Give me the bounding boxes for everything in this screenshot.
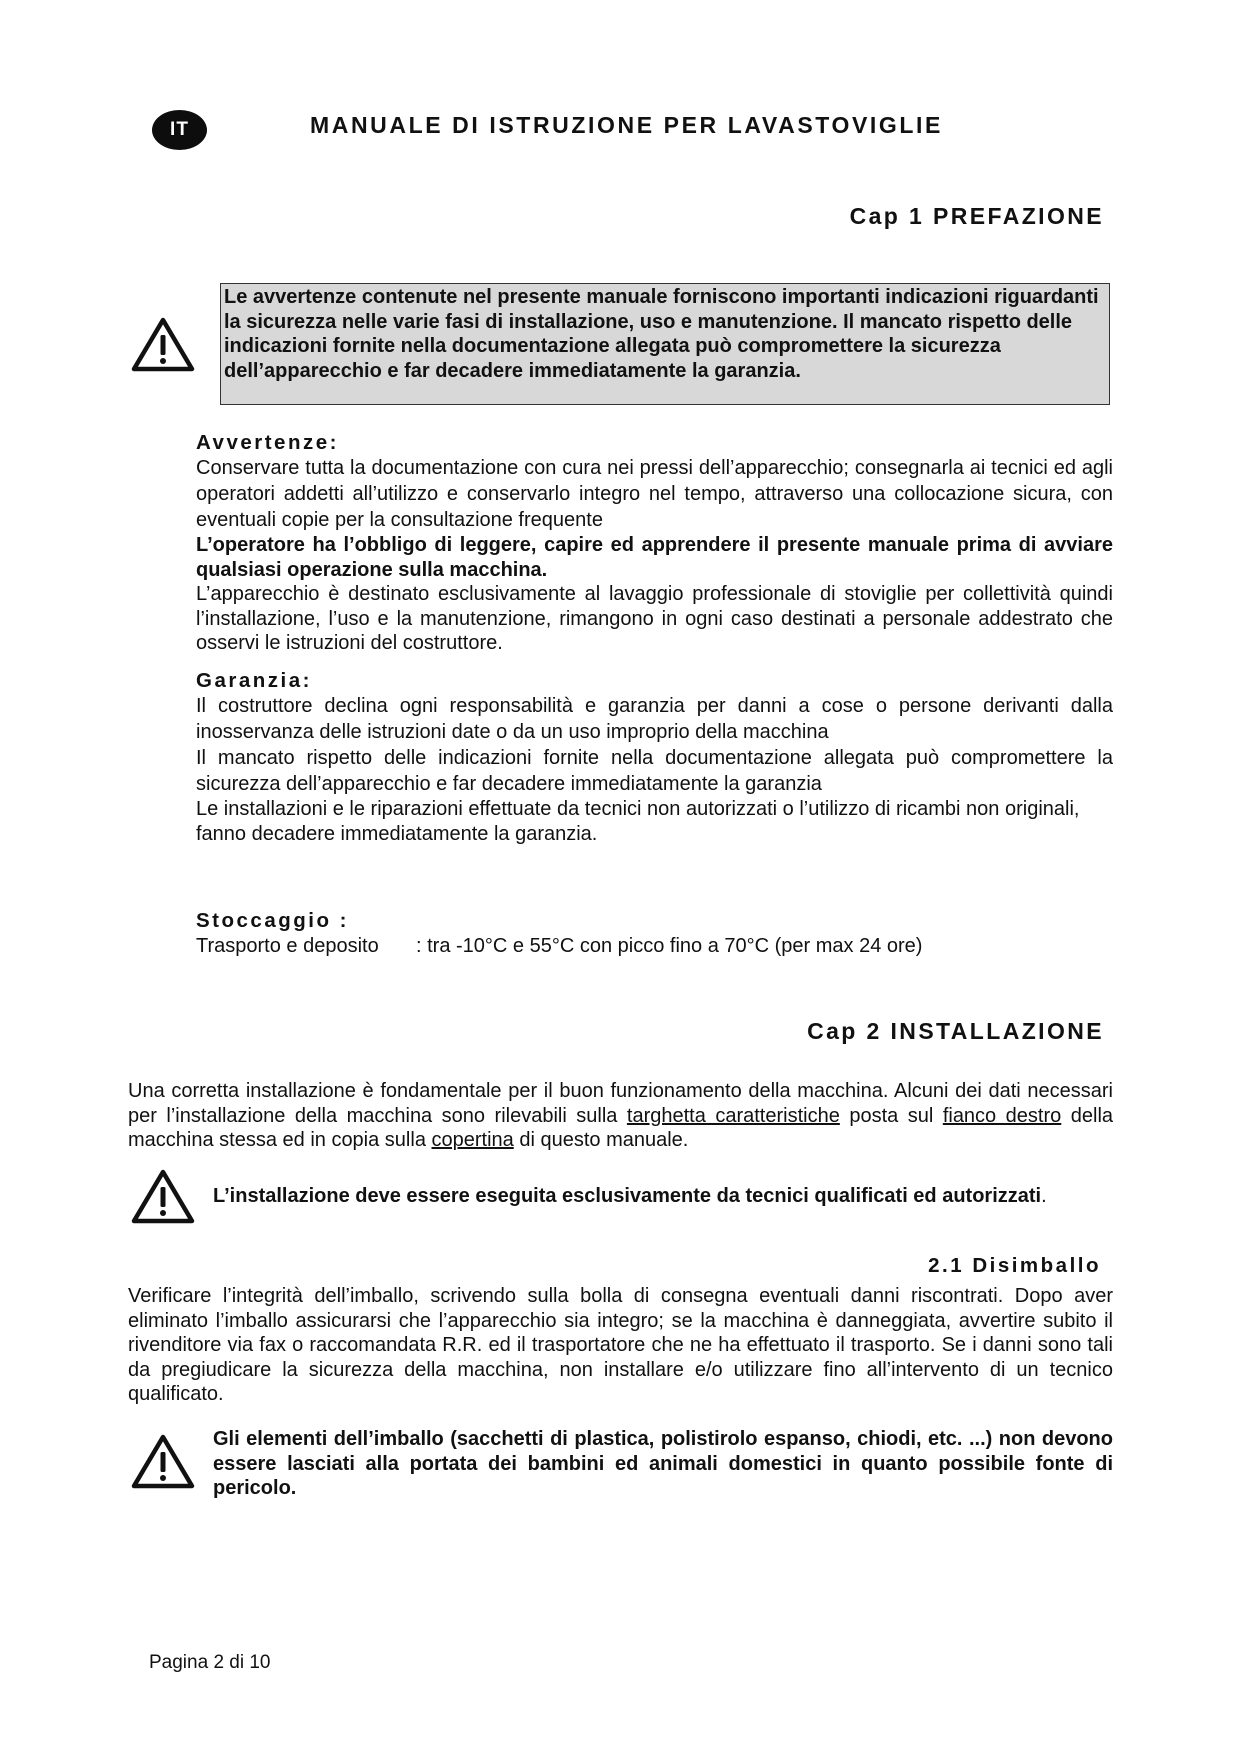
operator-obligation-text: L’operatore ha l’obbligo di leggere, capire ed apprendere il presente manuale prima di avviare qualsiasi operazione sulla macchina. [196,534,1113,581]
warranty-heading: Garanzia: [196,669,312,692]
unpacking-text: Verificare l’integrità dell’imballo, scrivendo sulla bolla di consegna eventuali danni riscontrati. Dopo aver eliminato l’imballo assicurarsi che l’apparecchio sia integro; se la macchina è danneggiata, avvertire subito il rivenditore via fax o raccomandata R.R. ed il trasportatore che ne ha effettuato il trasporto. Se i danni sono tali da pregiudicare la sicurezza della macchina, non installare e/o utilizzare fino all’intervento di un tecnico qualificato. [128,1285,1113,1405]
chapter-2-title: Cap 2 INSTALLAZIONE [807,1018,1104,1044]
safety-notice-box: Le avvertenze contenute nel presente manuale forniscono importanti indicazioni riguardanti la sicurezza nelle varie fasi di installazione, uso e manutenzione. Il mancato rispetto delle indicazioni fornite nella documentazione allegata può compromettere la sicurezza dell’apparecchio e far decadere immediatamente la garanzia. [220,283,1110,405]
chapter-1-title: Cap 1 PREFAZIONE [849,203,1104,229]
section-2-1-title: 2.1 Disimballo [928,1254,1101,1277]
warning-triangle-icon [131,1168,195,1229]
warranty-paragraph-4: fanno decadere immediatamente la garanzia. [196,822,598,845]
storage-label: Trasporto e deposito [196,935,379,957]
warning-triangle-icon [131,1433,195,1494]
storage-value: : tra -10°C e 55°C con picco fino a 70°C (per max 24 ore) [416,935,923,957]
page-number: Pagina 2 di 10 [149,1652,271,1673]
nameplate-reference: targhetta caratteristiche [626,1104,840,1127]
warnings-heading: Avvertenze: [196,431,339,454]
right-side-reference: fianco destro [942,1104,1062,1127]
installation-warning: L’installazione deve essere eseguita esclusivamente da tecnici qualificati ed autorizzati. [213,1185,1047,1207]
warnings-section [196,455,1113,656]
warranty-paragraph-2: Il mancato rispetto delle indicazioni fornite nella documentazione allegata può compromettere la sicurezza dell’apparecchio e far decadere immediatamente la garanzia [196,747,1113,795]
packaging-warning: Gli elementi dell’imballo (sacchetti di plastica, polistirolo espanso, chiodi, etc. ...) non devono essere lasciati alla portata dei bambini ed animali domestici in quanto possibile fonte di pericolo. [213,1428,1113,1499]
warranty-paragraph-3: Le installazioni e le riparazioni effettuate da tecnici non autorizzati o l’utilizzo di ricambi non originali, [196,798,1080,820]
warnings-paragraph: Conservare tutta la documentazione con cura nei pressi dell’apparecchio; consegnarla ai tecnici ed agli operatori addetti all’utilizzo e conservarlo integro nel tempo, attraverso una collocazione sicura, con eventuali copie per la consultazione frequente [196,457,1113,531]
intended-use-text: L’apparecchio è destinato esclusivamente al lavaggio professionale di stoviglie per collettività quindi l’installazione, l’uso e la manutenzione, rimangono in ogni caso destinati a personale addestrato che osservi le istruzioni del costruttore. [196,583,1113,654]
warranty-paragraph-1: Il costruttore declina ogni responsabilità e garanzia per danni a cose o persone derivanti dalla inosservanza delle istruzioni date o da un uso improprio della macchina [196,695,1113,743]
installation-intro: Una corretta installazione è fondamentale per il buon funzionamento della macchina. Alcuni dei dati necessari per l’installazione della macchina sono rilevabili sulla targhetta caratteristiche posta sul fianco destro della macchina stessa ed in copia sulla copertina di questo manuale. [128,1080,1114,1151]
storage-heading: Stoccaggio : [196,909,350,932]
language-badge: IT [152,110,207,150]
warranty-section [196,693,1113,846]
document-title: MANUALE DI ISTRUZIONE PER LAVASTOVIGLIE [310,112,943,138]
cover-reference: copertina [431,1129,514,1151]
warning-triangle-icon [131,316,195,377]
